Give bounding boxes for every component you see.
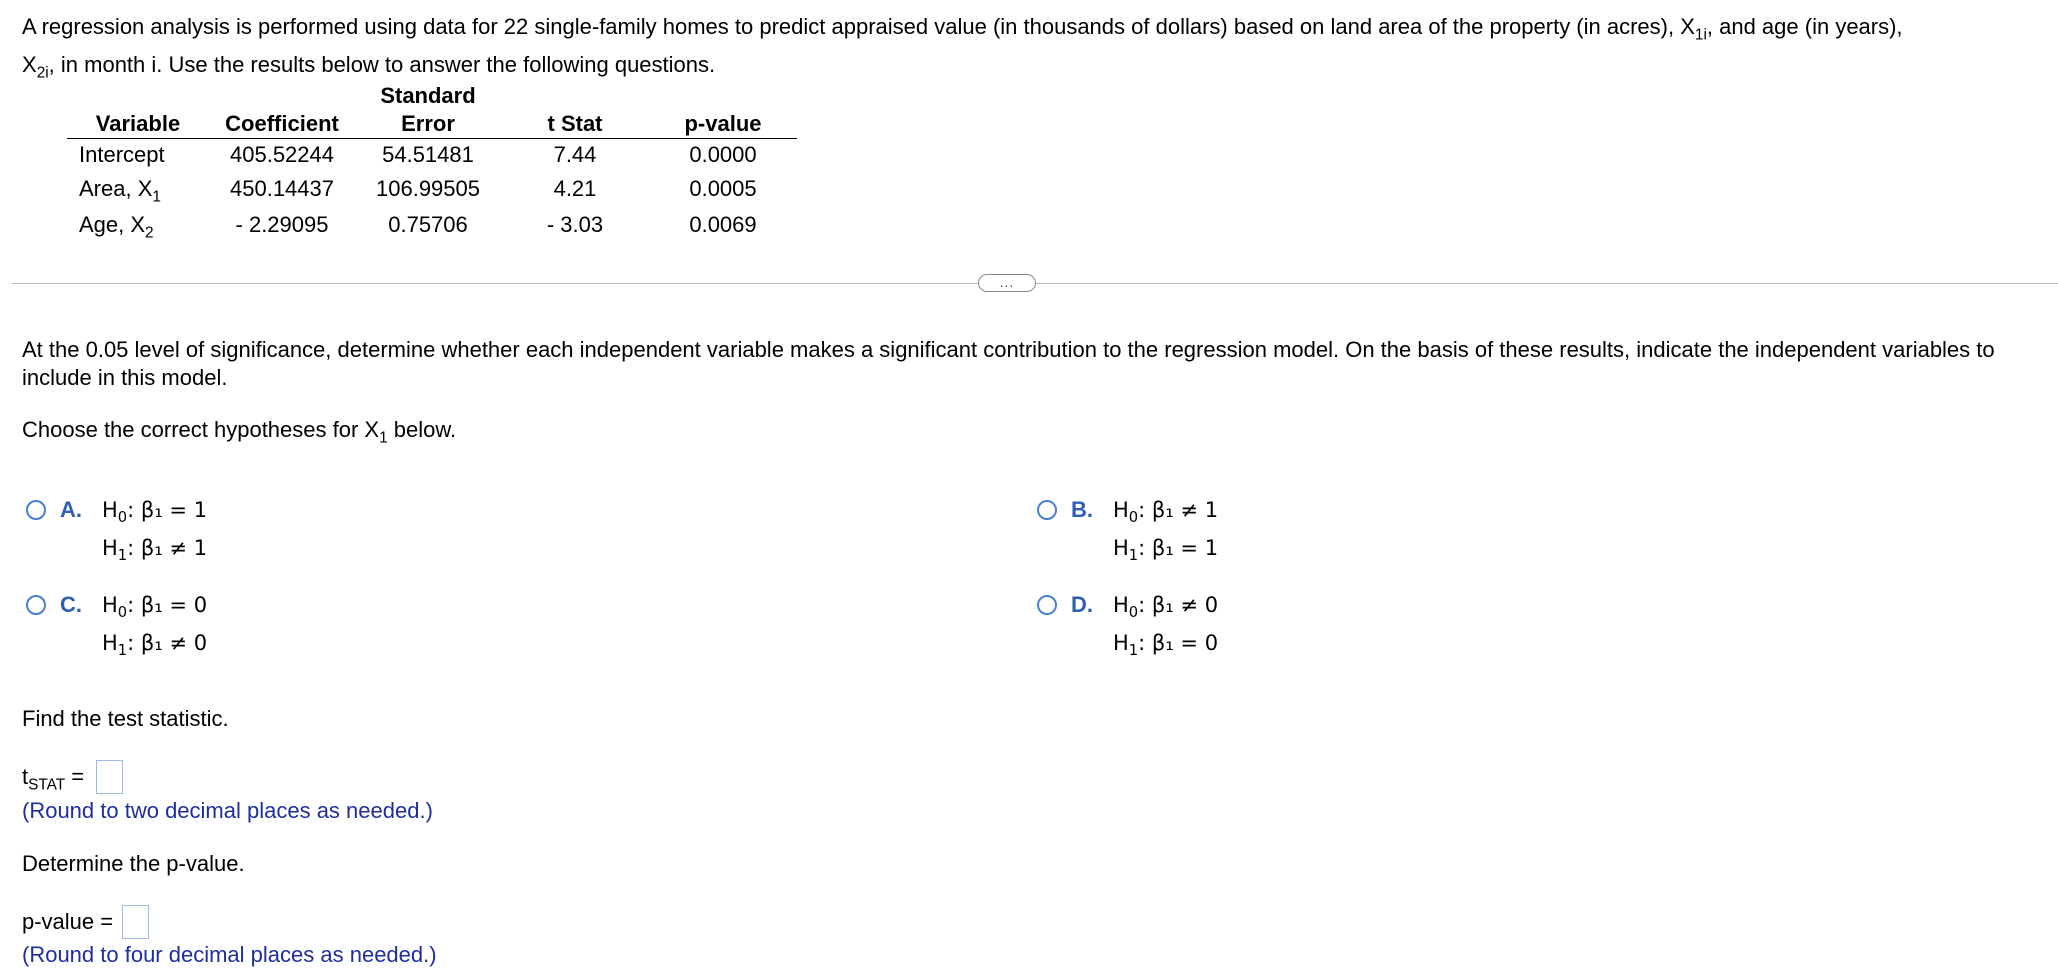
pvalue-input[interactable] — [122, 905, 149, 939]
row-t-stat: 7.44 — [553, 142, 597, 167]
header-error: Error — [355, 110, 501, 139]
option-letter: D. — [1071, 592, 1093, 617]
row-standard-error: 106.99505 — [376, 176, 480, 201]
hypotheses: $H_0$: β₁ = 1 $H_1$: β₁ ≠ 1 — [102, 498, 208, 565]
header-coefficient: Coefficient — [209, 110, 355, 139]
header-standard: Standard — [380, 83, 476, 108]
table-row — [67, 171, 797, 207]
round-four-hint: (Round to four decimal places as needed.) — [22, 942, 437, 967]
radio-option-c[interactable] — [26, 595, 46, 615]
regression-table — [67, 82, 797, 243]
find-test-statistic-prompt: Find the test statistic. — [22, 706, 229, 731]
pvalue-label: p-value = — [22, 909, 114, 934]
header-variable: Variable — [67, 110, 209, 139]
header-t-stat: t Stat — [501, 110, 649, 139]
row-variable: Intercept — [79, 142, 165, 167]
choose-hypotheses-prompt: Choose the correct hypotheses for $X_1$ below. — [22, 417, 457, 447]
row-p-value: 0.0000 — [689, 142, 757, 167]
tstat-label: $t_{STAT}$ = — [22, 764, 85, 794]
row-standard-error: 0.75706 — [388, 212, 468, 237]
option-letter: C. — [60, 592, 82, 617]
table-header-top — [67, 82, 797, 110]
option-letter: B. — [1071, 497, 1093, 522]
option-letter: A. — [60, 497, 82, 522]
radio-option-d[interactable] — [1037, 595, 1057, 615]
row-coefficient: 405.52244 — [230, 142, 334, 167]
hypotheses: $H_0$: β₁ = 0 $H_1$: β₁ ≠ 0 — [102, 593, 208, 660]
table-row — [67, 139, 797, 172]
question-text: At the 0.05 level of significance, determine whether each independent variable makes a significant contribution to the regression model. On the basis of these results, indicate the independent variables to include in this model. — [22, 337, 1995, 390]
radio-option-b[interactable] — [1037, 500, 1057, 520]
table-row — [67, 207, 797, 243]
tstat-input[interactable] — [96, 760, 123, 794]
table-header-row — [67, 110, 797, 139]
hypotheses: $H_0$: β₁ ≠ 1 $H_1$: β₁ = 1 — [1113, 498, 1219, 565]
row-t-stat: 4.21 — [553, 176, 597, 201]
determine-p-value-prompt: Determine the p-value. — [22, 851, 245, 876]
hypotheses: $H_0$: β₁ ≠ 0 $H_1$: β₁ = 0 — [1113, 593, 1219, 660]
row-p-value: 0.0005 — [689, 176, 757, 201]
row-variable: Age, $X_2$ — [79, 212, 154, 242]
round-two-hint: (Round to two decimal places as needed.) — [22, 798, 433, 823]
intro-line-1: A regression analysis is performed using data for 22 single-family homes to predict appraised value (in thousands of dollars) based on land area of the property (in acres), $X_{1i}$, and age (in years), — [22, 14, 1903, 44]
row-coefficient: - 2.29095 — [235, 212, 329, 237]
problem-intro — [22, 8, 2042, 84]
row-p-value: 0.0069 — [689, 212, 757, 237]
row-t-stat: - 3.03 — [546, 212, 604, 237]
expand-more-button[interactable]: ... — [978, 274, 1036, 292]
intro-line-2: $X_{2i}$, in month i. Use the results below to answer the following questions. — [22, 52, 716, 82]
header-p-value: p-value — [649, 110, 797, 139]
row-standard-error: 54.51481 — [382, 142, 474, 167]
radio-option-a[interactable] — [26, 500, 46, 520]
row-coefficient: 450.14437 — [230, 176, 334, 201]
row-variable: Area, $X_1$ — [79, 176, 161, 206]
